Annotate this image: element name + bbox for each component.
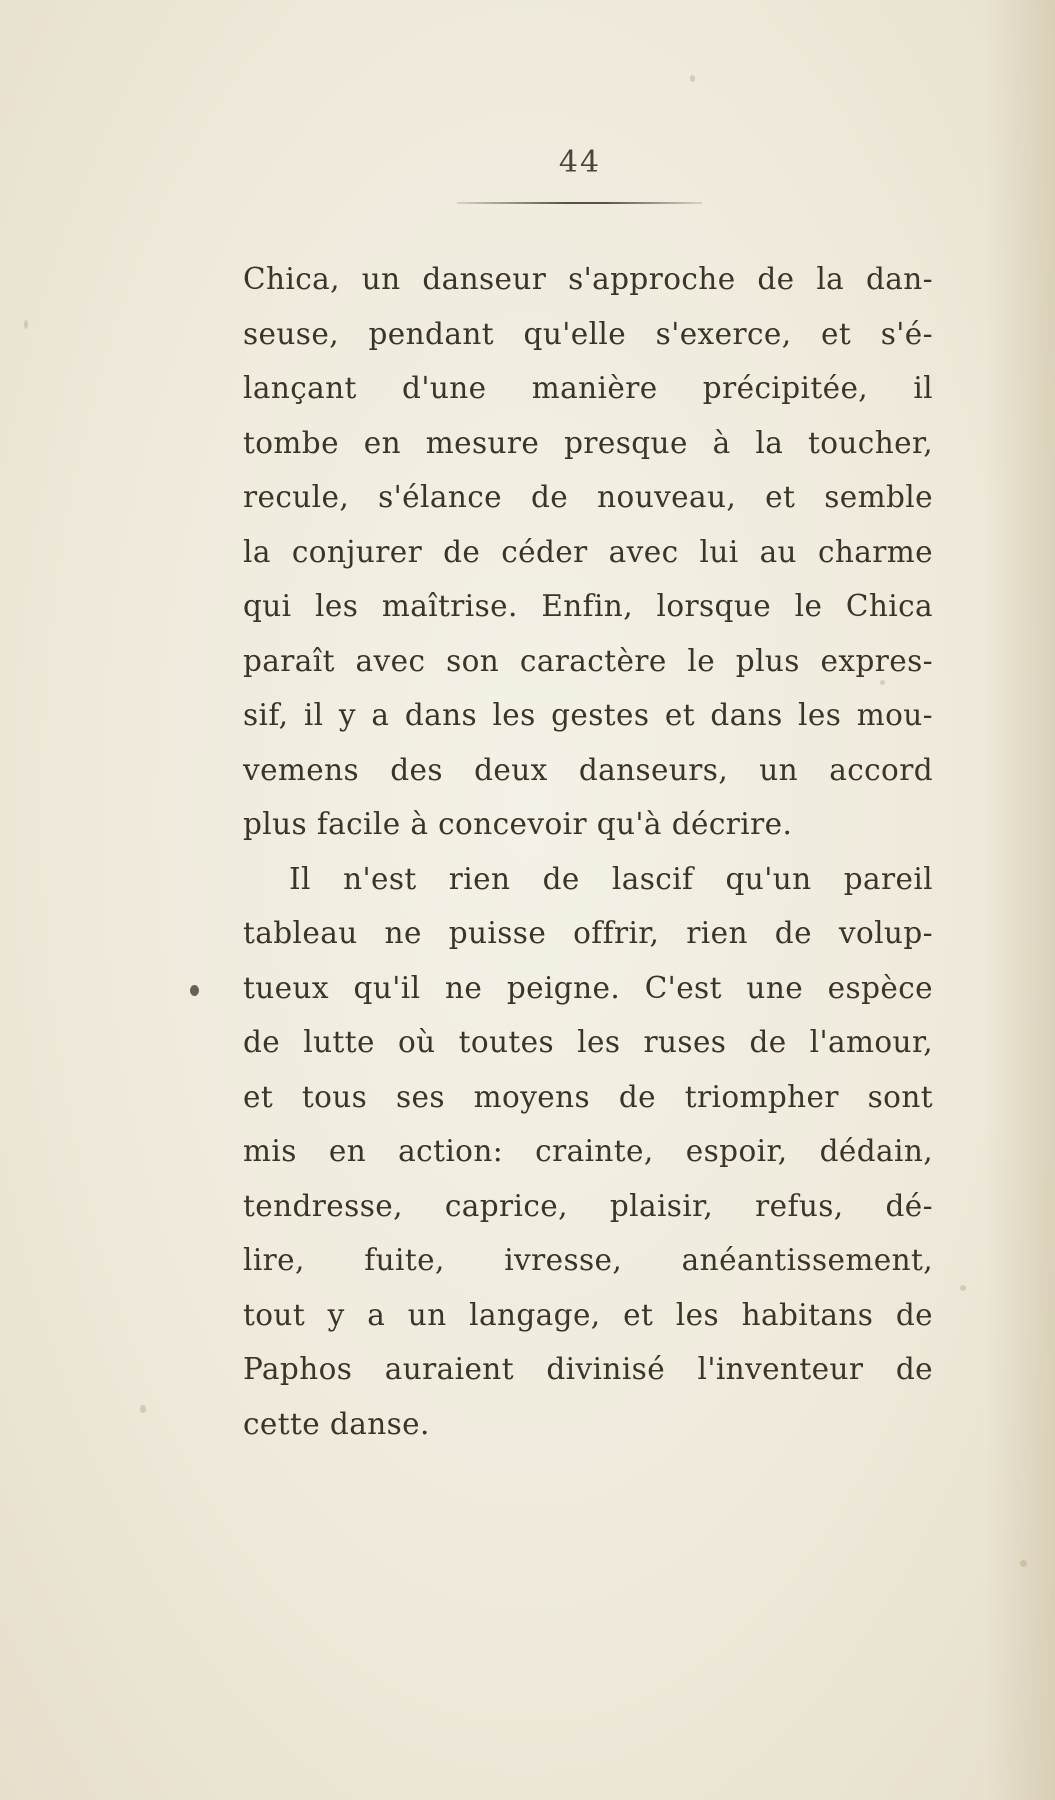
- text-line: et tous ses moyens de triompher sont: [243, 1079, 933, 1114]
- text-line: paraît avec son caractère le plus expres-: [243, 643, 933, 678]
- text-line: plus facile à concevoir qu'à décrire.: [243, 807, 793, 841]
- text-line: de lutte où toutes les ruses de l'amour,: [243, 1025, 933, 1059]
- text-line: lançant d'une manière précipitée, il: [243, 371, 933, 405]
- text-line: tendresse, caprice, plaisir, refus, dé-: [243, 1188, 933, 1223]
- header-rule: [457, 202, 702, 204]
- text-line: tout y a un langage, et les habitans de: [243, 1297, 933, 1332]
- text-line: Chica, un danseur s'approche de la dan-: [243, 262, 933, 296]
- text-line: Il n'est rien de lascif qu'un pareil: [289, 861, 933, 896]
- text-line: mis en action: crainte, espoir, dédain,: [243, 1134, 933, 1168]
- foxing-spot: [1020, 1560, 1027, 1567]
- text-line: vemens des deux danseurs, un accord: [243, 752, 933, 787]
- foxing-spot: [140, 1405, 146, 1413]
- page-number: 44: [558, 145, 602, 180]
- text-line: tableau ne puisse offrir, rien de volup-: [243, 916, 933, 950]
- foxing-spot: [690, 75, 695, 82]
- paper-edge-shading: [985, 0, 1055, 1800]
- text-line: lire, fuite, ivresse, anéantissement,: [243, 1243, 933, 1277]
- foxing-spot: [24, 320, 28, 329]
- foxing-spot: [960, 1285, 966, 1291]
- text-line: seuse, pendant qu'elle s'exerce, et s'é-: [243, 316, 933, 351]
- text-line: la conjurer de céder avec lui au charme: [243, 534, 933, 569]
- foxing-spot: [190, 985, 199, 996]
- body-text: [243, 252, 933, 1451]
- text-line: Paphos auraient divinisé l'inventeur de: [243, 1352, 933, 1386]
- text-line: recule, s'élance de nouveau, et semble: [243, 480, 933, 514]
- text-line: sif, il y a dans les gestes et dans les mou-: [243, 698, 933, 732]
- text-line: qui les maîtrise. Enfin, lorsque le Chica: [243, 589, 933, 623]
- text-line: tombe en mesure presque à la toucher,: [243, 425, 933, 460]
- text-line: cette danse.: [243, 1406, 430, 1441]
- text-line: tueux qu'il ne peigne. C'est une espèce: [243, 970, 933, 1005]
